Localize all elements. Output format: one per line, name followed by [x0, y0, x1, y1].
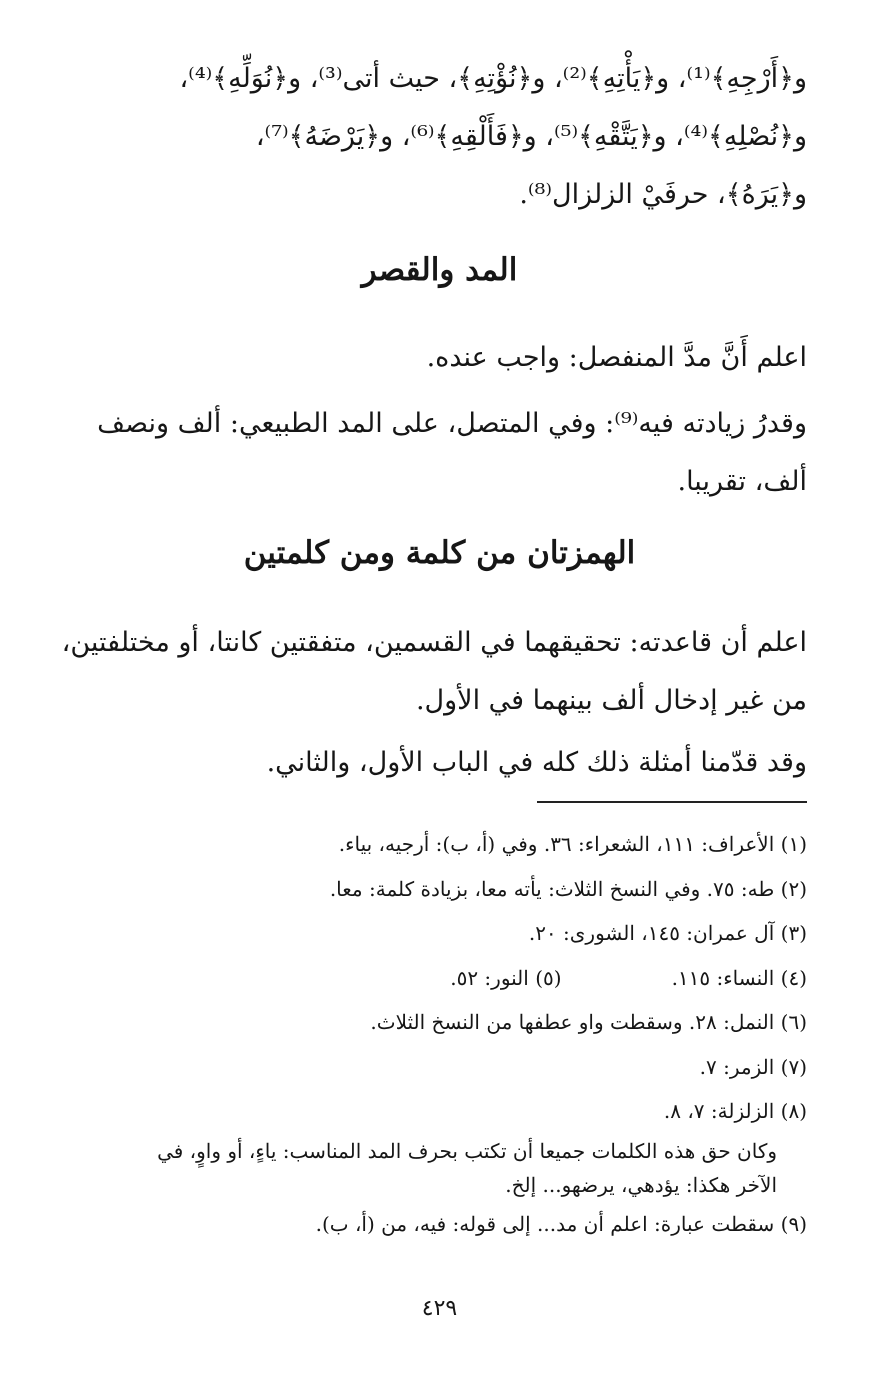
footnote-row	[92, 956, 807, 1001]
footnote: (٤) النساء: ١١٥.	[671, 965, 807, 990]
footnote: (٢) طه: ٧٥. وفي النسخ الثلاث: يأته معا، بزيادة كلمة: معا.	[329, 876, 807, 901]
footnotes	[92, 822, 807, 1246]
footnote: (٨) الزلزلة: ٧، ٨.	[663, 1099, 807, 1123]
footnote: (١) الأعراف: ١١١، الشعراء: ٣٦. وفي (أ، ب): أرجيه، بياء.	[338, 832, 807, 856]
footnote: (٦) النمل: ٢٨. وسقطت واو عطفها من النسخ الثلاث.	[370, 1010, 807, 1034]
footnote-continuation: الآخر هكذا: يؤدهي، يرضهو... إلخ.	[505, 1172, 777, 1197]
section-heading-hamzatan: الهمزتان من كلمة ومن كلمتين	[243, 535, 636, 571]
text-line: من غير إدخال ألف بينهما في الأول.	[415, 685, 807, 716]
section1-body	[92, 329, 807, 511]
top-paragraph	[92, 50, 807, 224]
footnote-continuation: وكان حق هذه الكلمات جميعا أن تكتب بحرف المد المناسب: ياءٍ، أو واوٍ، في	[157, 1138, 777, 1163]
text-line: ألف، تقريبا.	[677, 466, 807, 497]
text-line: و﴿نُصْلِهِ﴾⁽⁴⁾، و﴿يَتَّقْهِ﴾⁽⁵⁾، و﴿فَأَلْقِهِ﴾⁽⁶⁾، و﴿يَرْضَهُ﴾⁽⁷⁾،	[255, 121, 807, 152]
section2-body	[61, 614, 807, 792]
section-heading-madd: المد والقصر	[361, 252, 518, 288]
paragraph: وقد قدّمنا أمثلة ذلك كله في الباب الأول، والثاني.	[266, 747, 807, 778]
footnote: (٥) النور: ٥٢.	[450, 965, 562, 990]
paragraph: اعلم أَنَّ مدَّ المنفصل: واجب عنده.	[426, 342, 807, 373]
footnote: (٩) سقطت عبارة: اعلم أن مد... إلى قوله: فيه، من (أ، ب).	[315, 1211, 807, 1236]
text-line: و﴿يَرَهُ﴾، حرفَيْ الزلزال⁽⁸⁾.	[519, 179, 807, 210]
text-line: وقدرُ زيادته فيه⁽⁹⁾: وفي المتصل، على المد الطبيعي: ألف ونصف	[97, 408, 807, 439]
text-line: اعلم أن قاعدته: تحقيقهما في القسمين، متفقتين كانتا، أو مختلفتين،	[61, 627, 807, 658]
footnote: (٧) الزمر: ٧.	[699, 1054, 807, 1079]
footnote: (٣) آل عمران: ١٤٥، الشورى: ٢٠.	[528, 921, 807, 945]
text-line: و﴿أَرْجِهِ﴾⁽¹⁾، و﴿يَأْتِهِ﴾⁽²⁾، و﴿نُؤْتِهِ﴾، حيث أتى⁽³⁾، و﴿نُوَلِّهِ﴾⁽⁴⁾،	[179, 63, 807, 94]
page-number: ٤٢٩	[421, 1296, 458, 1321]
footnote-separator	[537, 801, 807, 803]
